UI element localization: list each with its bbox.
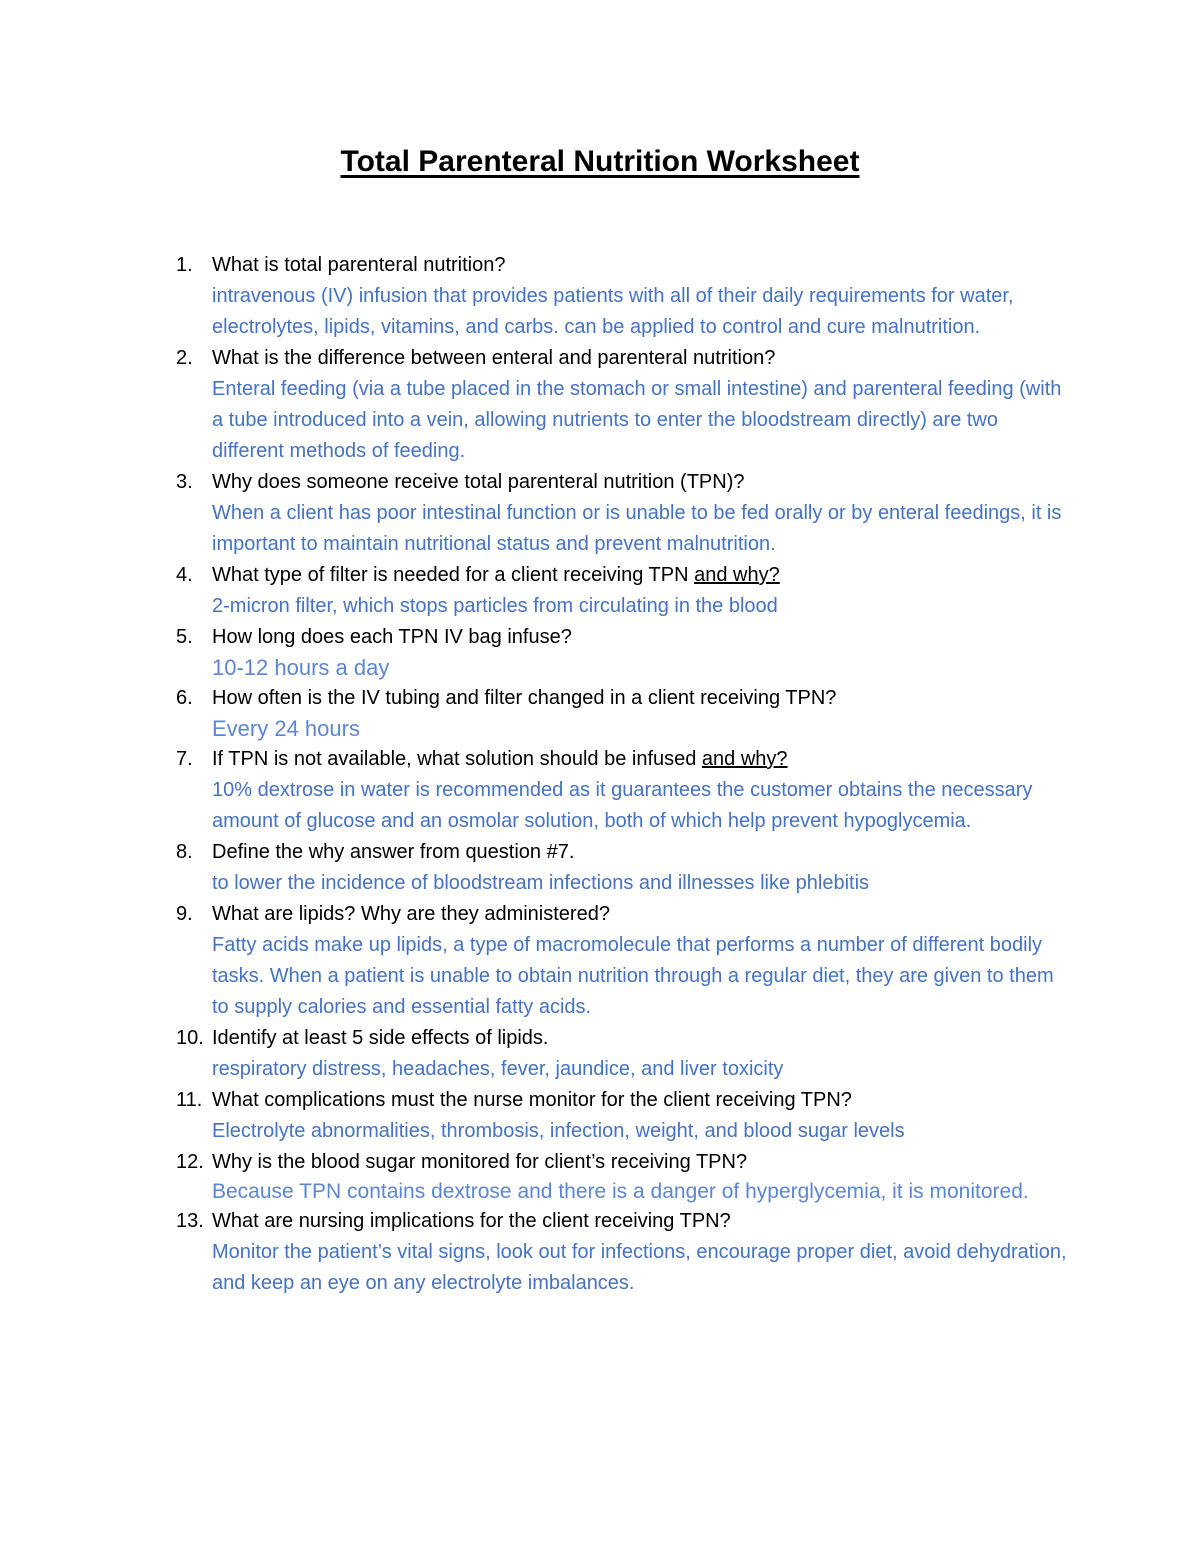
answer-text: Monitor the patient’s vital signs, look out for infections, encourage proper diet, avoid dehydration, and keep an eye on any electrolyte imbalances. — [212, 1241, 1067, 1294]
question-text: Why does someone receive total parenteral nutrition (TPN)? — [212, 471, 745, 493]
question-number: 7. — [176, 748, 193, 770]
question-list — [0, 250, 1200, 1299]
answer-text: 10-12 hours a day — [212, 655, 390, 680]
worksheet-title: Total Parenteral Nutrition Worksheet — [340, 145, 860, 178]
question-number: 6. — [176, 687, 193, 709]
question-text: What type of filter is needed for a client receiving TPN and why? — [212, 564, 780, 586]
question-number: 10. — [176, 1027, 204, 1049]
question-number: 5. — [176, 626, 193, 648]
question-text: What is the difference between enteral and parenteral nutrition? — [212, 347, 776, 369]
answer-text: Electrolyte abnormalities, thrombosis, infection, weight, and blood sugar levels — [212, 1120, 905, 1142]
question-item-2 — [0, 343, 1200, 467]
question-text: What is total parenteral nutrition? — [212, 254, 506, 276]
question-item-12 — [0, 1147, 1200, 1206]
question-number: 12. — [176, 1151, 204, 1173]
answer-text: When a client has poor intestinal function or is unable to be fed orally or by enteral feedings, it is important to maintain nutritional status and prevent malnutrition. — [212, 502, 1062, 555]
question-text: What are lipids? Why are they administered? — [212, 903, 610, 925]
question-number: 4. — [176, 564, 193, 586]
question-item-7 — [0, 744, 1200, 837]
question-text: How often is the IV tubing and filter changed in a client receiving TPN? — [212, 687, 837, 709]
question-item-3 — [0, 467, 1200, 560]
question-item-8 — [0, 837, 1200, 899]
question-number: 2. — [176, 347, 193, 369]
question-number: 1. — [176, 254, 193, 276]
question-number: 3. — [176, 471, 193, 493]
question-number: 13. — [176, 1210, 204, 1232]
question-item-9 — [0, 899, 1200, 1023]
question-text: What complications must the nurse monitor for the client receiving TPN? — [212, 1089, 852, 1111]
question-item-4 — [0, 560, 1200, 622]
answer-text: Because TPN contains dextrose and there is a danger of hyperglycemia, it is monitored. — [212, 1180, 1029, 1203]
question-text: What are nursing implications for the client receiving TPN? — [212, 1210, 731, 1232]
answer-text: Enteral feeding (via a tube placed in the stomach or small intestine) and parenteral feeding (with a tube introduced into a vein, allowing nutrients to enter the bloodstream directly) are two different methods of feeding. — [212, 378, 1062, 462]
question-text: Identify at least 5 side effects of lipids. — [212, 1027, 549, 1049]
question-item-1 — [0, 250, 1200, 343]
question-text: Why is the blood sugar monitored for client’s receiving TPN? — [212, 1151, 748, 1173]
question-item-13 — [0, 1206, 1200, 1299]
question-text: Define the why answer from question #7. — [212, 841, 575, 863]
question-item-6 — [0, 683, 1200, 744]
question-number: 9. — [176, 903, 193, 925]
question-number: 8. — [176, 841, 193, 863]
answer-text: respiratory distress, headaches, fever, jaundice, and liver toxicity — [212, 1058, 784, 1080]
question-item-10 — [0, 1023, 1200, 1085]
answer-text: 10% dextrose in water is recommended as it guarantees the customer obtains the necessary amount of glucose and an osmolar solution, both of which help prevent hypoglycemia. — [212, 779, 1033, 832]
answer-text: intravenous (IV) infusion that provides patients with all of their daily requirements for water, electrolytes, lipids, vitamins, and carbs. can be applied to control and cure malnutrition. — [212, 285, 1014, 338]
question-number: 11. — [176, 1089, 203, 1111]
question-text: How long does each TPN IV bag infuse? — [212, 626, 572, 648]
question-text: If TPN is not available, what solution should be infused and why? — [212, 748, 788, 770]
question-item-5 — [0, 622, 1200, 683]
answer-text: Every 24 hours — [212, 716, 360, 741]
answer-text: to lower the incidence of bloodstream infections and illnesses like phlebitis — [212, 872, 870, 894]
answer-text: 2-micron filter, which stops particles from circulating in the blood — [212, 595, 778, 617]
question-item-11 — [0, 1085, 1200, 1147]
answer-text: Fatty acids make up lipids, a type of macromolecule that performs a number of different bodily tasks. When a patient is unable to obtain nutrition through a regular diet, they are given to them to supply calories and essential fatty acids. — [212, 934, 1054, 1018]
